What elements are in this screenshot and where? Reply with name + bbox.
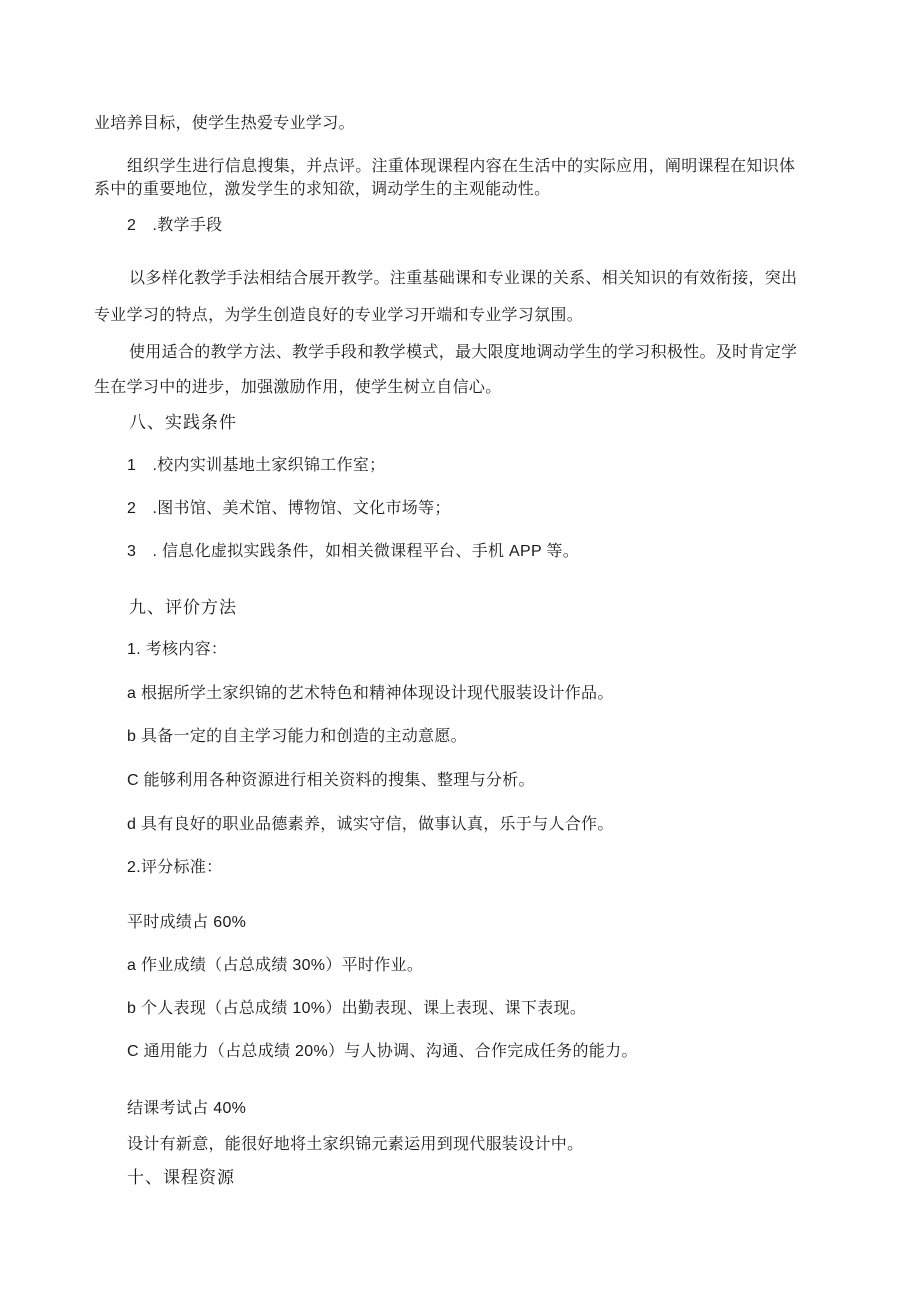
regular-score-item: C 通用能力（占总成绩 20%）与人协调、沟通、合作完成任务的能力。 <box>127 1043 638 1060</box>
practice-item: 2 .图书馆、美术馆、博物馆、文化市场等； <box>127 500 451 517</box>
paragraph-line: 业培养目标，使学生热爱专业学习。 <box>94 113 355 132</box>
evaluation-heading: 九、评价方法 <box>129 598 237 618</box>
assessment-content-heading: 1. 考核内容： <box>127 641 228 658</box>
paragraph-line: 生在学习中的进步，加强激励作用，使学生树立自信心。 <box>94 377 502 396</box>
paragraph-line: 使用适合的教学方法、教学手段和教学模式，最大限度地调动学生的学习积极性。及时肯定学 <box>129 342 798 361</box>
assessment-content-item: d 具有良好的职业品德素养，诚实守信，做事认真，乐于与人合作。 <box>127 816 614 833</box>
regular-score-item: a 作业成绩（占总成绩 30%）平时作业。 <box>127 957 424 974</box>
resources-heading: 十、课程资源 <box>127 1168 235 1188</box>
paragraph-line: 以多样化教学手法相结合展开教学。注重基础课和专业课的关系、相关知识的有效衔接，突出 <box>129 268 798 287</box>
grading-criteria-heading: 2.评分标准： <box>127 859 223 876</box>
paragraph-line: 专业学习的特点，为学生创造良好的专业学习开端和专业学习氛围。 <box>94 305 584 324</box>
paragraph-line: 系中的重要地位，激发学生的求知欲，调动学生的主观能动性。 <box>94 179 551 198</box>
practice-item: 3 . 信息化虚拟实践条件，如相关微课程平台、手机 APP 等。 <box>127 543 580 560</box>
assessment-content-item: b 具备一定的自主学习能力和创造的主动意愿。 <box>127 728 467 745</box>
final-exam-heading: 结课考试占 40% <box>127 1100 247 1117</box>
paragraph-line: 组织学生进行信息搜集，并点评。注重体现课程内容在生活中的实际应用，阐明课程在知识体 <box>127 156 796 175</box>
assessment-content-item: C 能够利用各种资源进行相关资料的搜集、整理与分析。 <box>127 772 535 789</box>
final-exam-text: 设计有新意，能很好地将土家织锦元素运用到现代服装设计中。 <box>127 1134 584 1153</box>
regular-score-item: b 个人表现（占总成绩 10%）出勤表现、课上表现、课下表现。 <box>127 1000 587 1017</box>
regular-score-heading: 平时成绩占 60% <box>127 914 247 931</box>
practice-item: 1 .校内实训基地土家织锦工作室； <box>127 457 386 474</box>
practice-heading: 八、实践条件 <box>129 413 237 433</box>
teaching-means-heading: 2 .教学手段 <box>127 217 223 234</box>
assessment-content-item: a 根据所学土家织锦的艺术特色和精神体现设计现代服装设计作品。 <box>127 685 614 702</box>
